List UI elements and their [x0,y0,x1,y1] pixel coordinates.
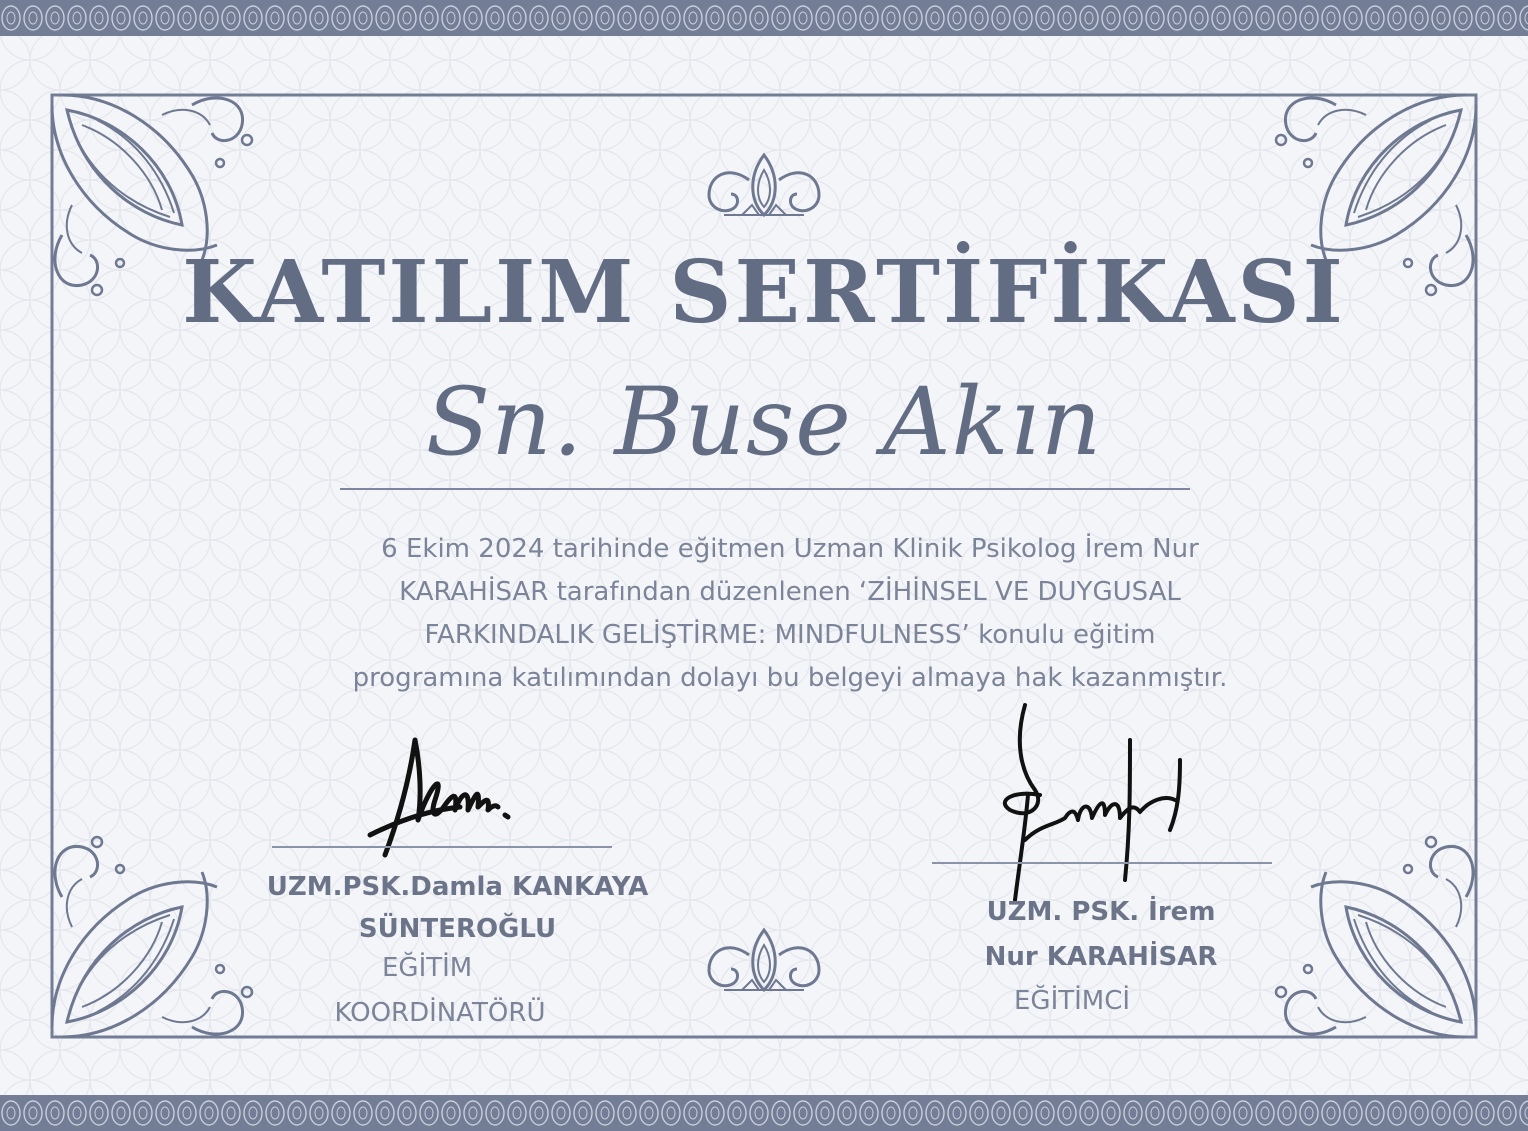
body-line: programına katılımından dolayı bu belgeyi almaya hak kazanmıştır. [352,663,1228,693]
recipient-name: Sn. Buse Akın [425,368,1103,477]
corner-ornament-icon [52,837,252,1037]
signature-icon [360,725,530,870]
center-ornament-icon [709,930,819,990]
signer-role-line: EĞİTİM [382,953,473,983]
recipient-underline [340,488,1190,490]
signer-role-line: KOORDİNATÖRÜ [334,998,546,1028]
signature-line [932,862,1272,864]
signer-role [270,946,610,1036]
corner-ornament-icon [1276,837,1476,1037]
signature-icon [980,700,1200,910]
signer-coordinator [225,866,690,950]
center-ornament-icon [709,155,819,215]
signer-name: SÜNTEROĞLU [358,914,557,944]
body-line: FARKINDALIK GELİŞTİRME: MINDFULNESS’ konulu eğitim [424,620,1156,650]
signer-trainer [930,890,1272,1022]
signature-line [272,846,612,848]
certificate-title: KATILIM SERTİFİKASI [182,242,1346,343]
signer-name: Nur KARAHİSAR [984,942,1218,972]
signer-name: UZM. PSK. İrem [986,897,1216,927]
signer-role-line: EĞİTİMCİ [1014,986,1131,1016]
certificate-body [250,528,1330,700]
body-line: KARAHİSAR tarafından düzenlenen ‘ZİHİNSEL VE DUYGUSAL [399,577,1181,607]
signer-name: UZM.PSK.Damla KANKAYA [266,872,649,902]
body-line: 6 Ekim 2024 tarihinde eğitmen Uzman Klinik Psikolog İrem Nur [381,534,1199,564]
